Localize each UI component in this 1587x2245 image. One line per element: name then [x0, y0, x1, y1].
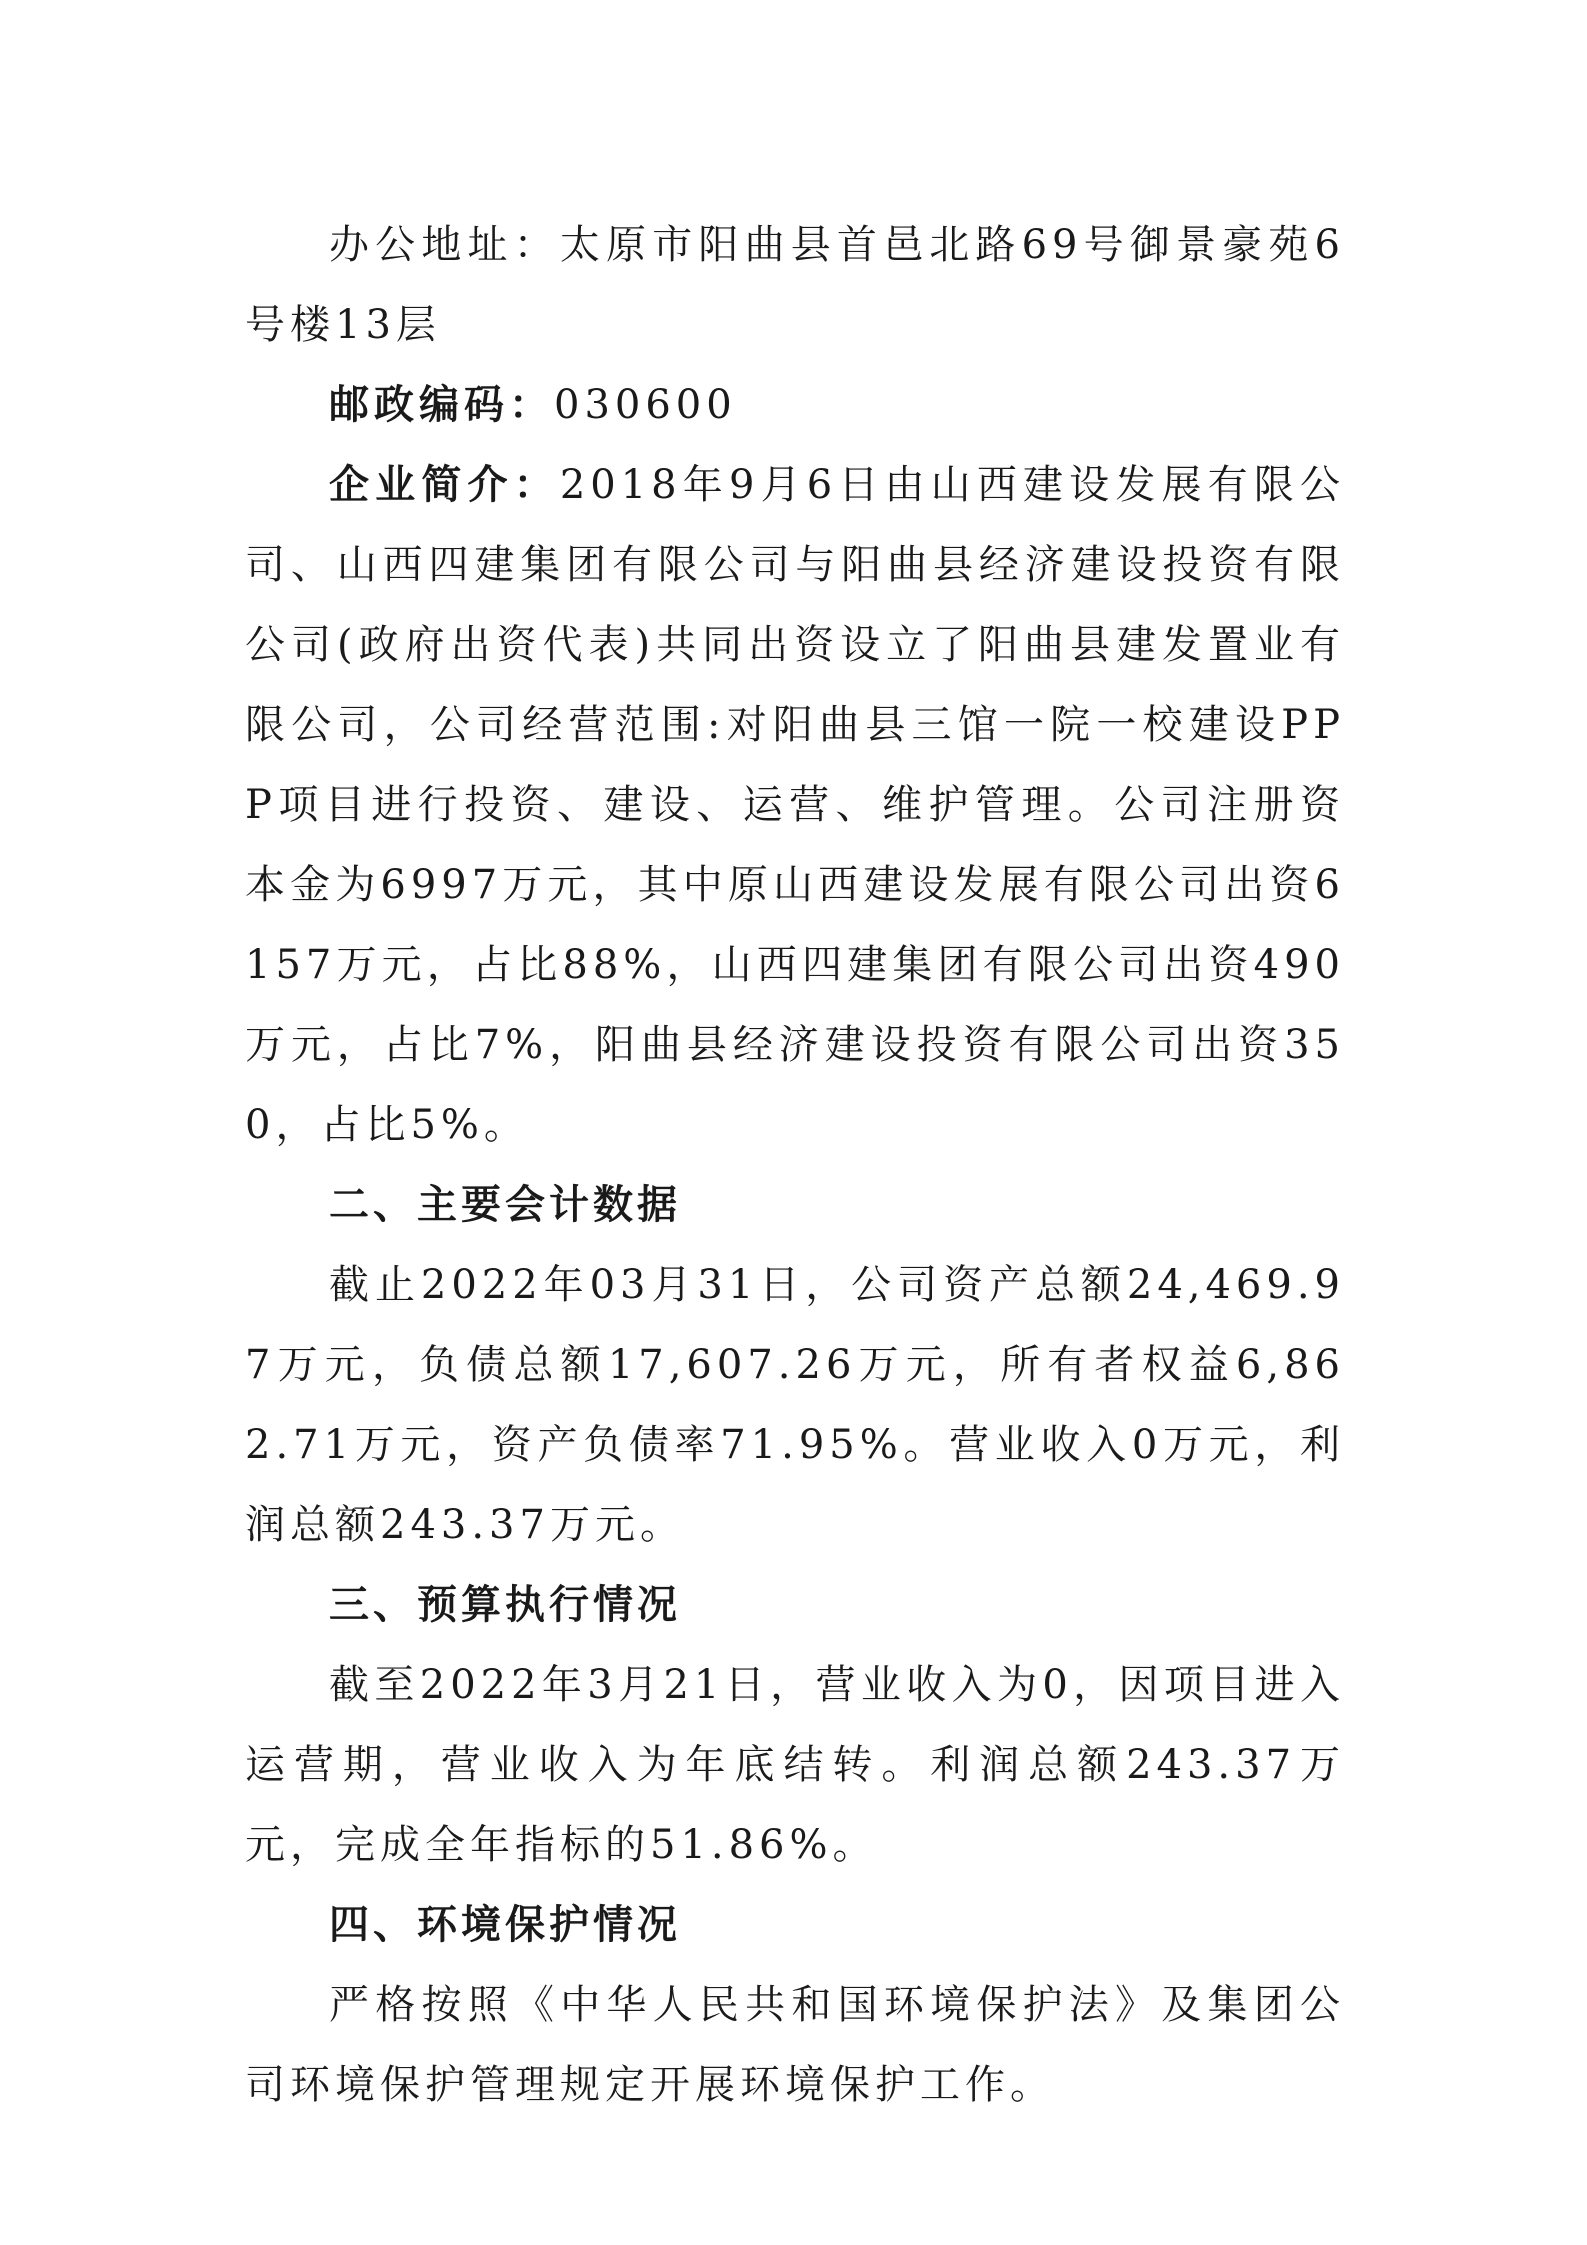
address-paragraph: [245, 205, 1345, 365]
postal-value: 030600: [554, 382, 737, 428]
profile-paragraph: [245, 445, 1345, 1165]
section2-heading: 二、主要会计数据: [329, 1182, 681, 1228]
section3-paragraph: 截至2022年3月21日，营业收入为0，因项目进入运营期，营业收入为年底结转。利润总额243.37万元，完成全年指标的51.86%。: [245, 1662, 1345, 1868]
section2-paragraph: 截止2022年03月31日，公司资产总额24,469.97万元，负债总额17,607.26万元，所有者权益6,862.71万元，资产负债率71.95%。营业收入0万元，利润总额243.37万元。: [245, 1262, 1345, 1548]
section3-heading: 三、预算执行情况: [329, 1582, 681, 1628]
profile-label: 企业简介：: [329, 462, 560, 508]
postal-label: 邮政编码：: [329, 382, 554, 428]
section4-paragraph: 严格按照《中华人民共和国环境保护法》及集团公司环境保护管理规定开展环境保护工作。: [245, 1982, 1345, 2108]
document-page: [245, 205, 1345, 2125]
postal-paragraph: [245, 365, 1345, 445]
section4-heading: 四、环境保护情况: [329, 1902, 681, 1948]
profile-text: 2018年9月6日由山西建设发展有限公司、山西四建集团有限公司与阳曲县经济建设投资有限公司(政府出资代表)共同出资设立了阳曲县建发置业有限公司，公司经营范围:对阳曲县三馆一院一校建设PPP项目进行投资、建设、运营、维护管理。公司注册资本金为6997万元，其中原山西建设发展有限公司出资6157万元，占比88%，山西四建集团有限公司出资490万元，占比7%，阳曲县经济建设投资有限公司出资350，占比5%。: [245, 462, 1345, 1148]
address-value: 太原市阳曲县首邑北路69号御景豪苑6号楼13层: [245, 222, 1345, 348]
address-label: 办公地址：: [329, 222, 560, 268]
